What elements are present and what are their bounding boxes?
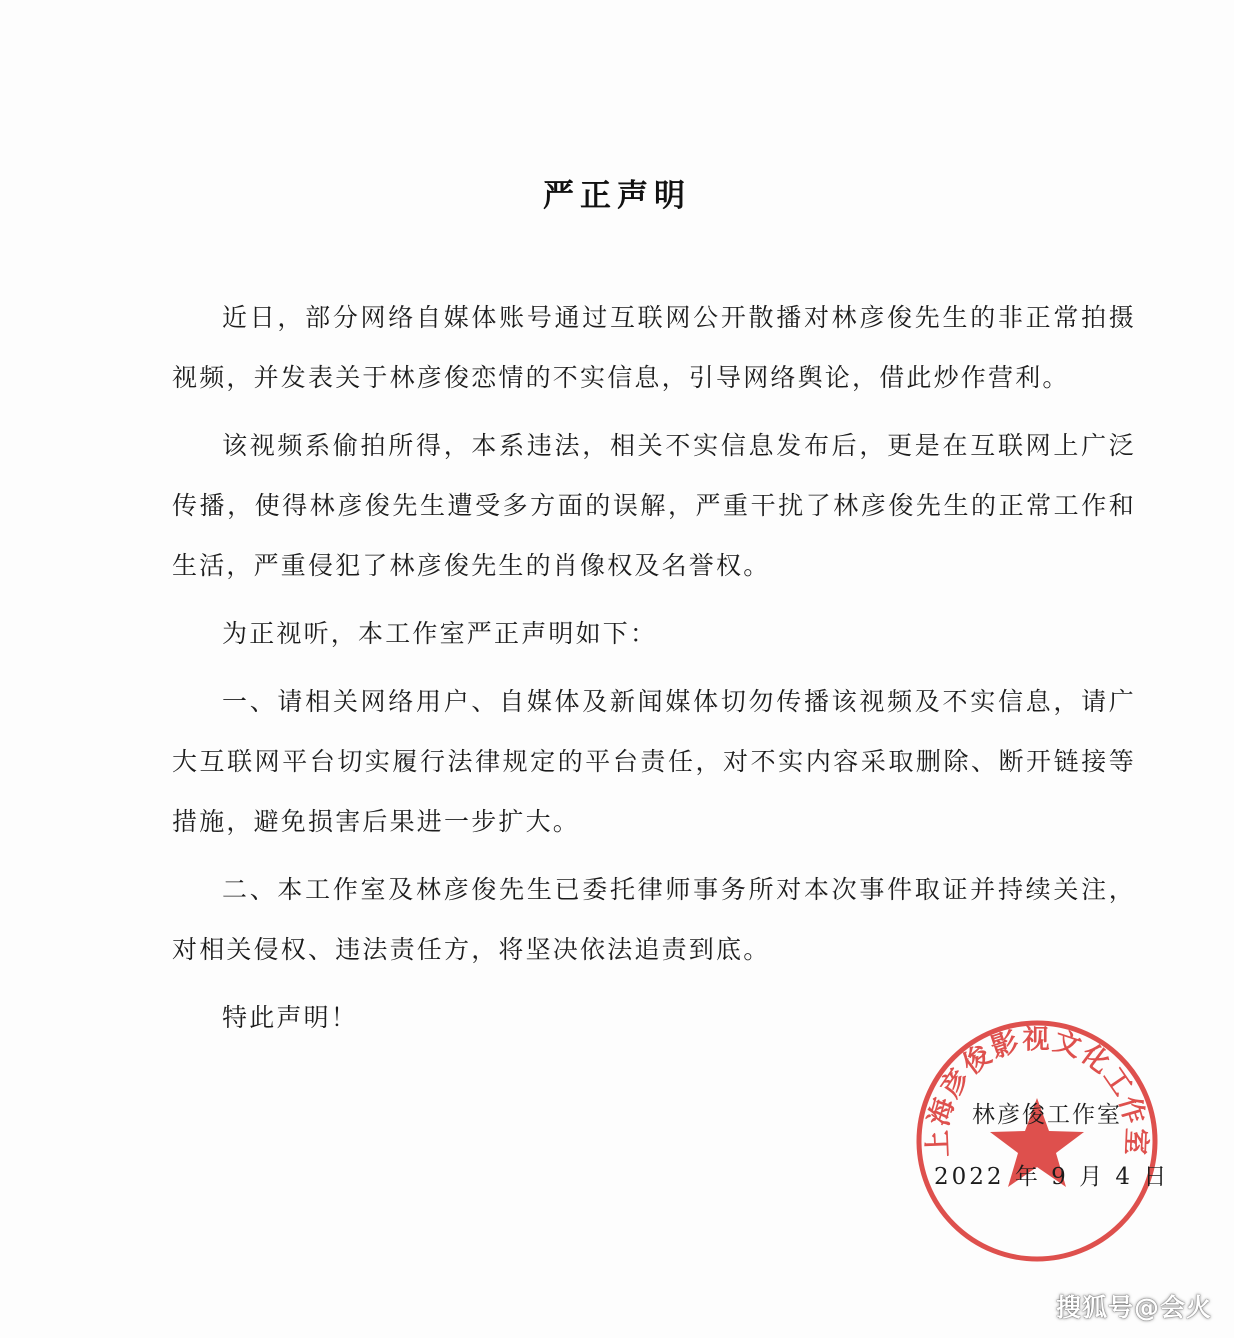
paragraph-3: 为正视听，本工作室严正声明如下： bbox=[222, 619, 658, 648]
signature: 林彦俊工作室 bbox=[972, 1102, 1122, 1128]
seal-text: 上海彦俊影视文化工作室 bbox=[922, 1024, 1152, 1158]
paragraph-6: 特此声明！ bbox=[222, 1003, 359, 1032]
paragraph-5: 二、本工作室及林彦俊先生已委托律师事务所对本次事件取证并持续关注，对相关侵权、违法责任方，将坚决依法追责到底。 bbox=[172, 875, 1136, 964]
paragraph-2: 该视频系偷拍所得，本系违法，相关不实信息发布后，更是在互联网上广泛传播，使得林彦俊先生遭受多方面的误解，严重干扰了林彦俊先生的正常工作和生活，严重侵犯了林彦俊先生的肖像权及名誉权。 bbox=[172, 431, 1136, 580]
document-body bbox=[172, 288, 1136, 1056]
paragraph-4: 一、请相关网络用户、自媒体及新闻媒体切勿传播该视频及不实信息，请广大互联网平台切实履行法律规定的平台责任，对不实内容采取删除、断开链接等措施，避免损害后果进一步扩大。 bbox=[172, 687, 1136, 836]
watermark: 搜狐号@会火 bbox=[1055, 1293, 1212, 1322]
document-title: 严正声明 bbox=[543, 178, 691, 214]
signature-date: 2022 年 9 月 4 日 bbox=[934, 1164, 1170, 1190]
official-seal bbox=[914, 1018, 1160, 1264]
paragraph-1: 近日，部分网络自媒体账号通过互联网公开散播对林彦俊先生的非正常拍摄视频，并发表关于林彦俊恋情的不实信息，引导网络舆论，借此炒作营利。 bbox=[172, 303, 1136, 392]
